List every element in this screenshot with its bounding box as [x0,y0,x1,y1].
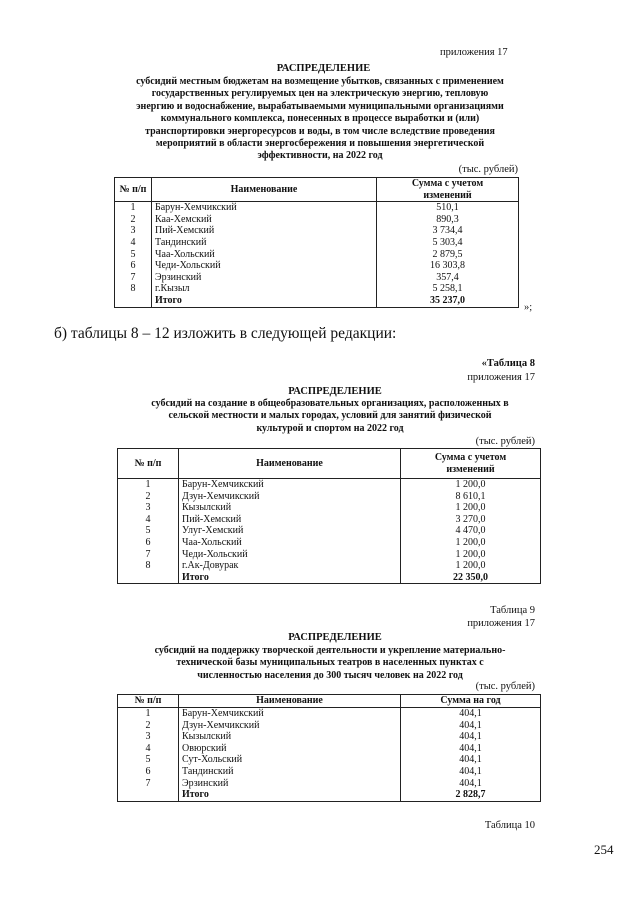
row-num: 5 [118,525,179,537]
total-row [118,789,541,801]
heading-2: РАСПРЕДЕЛЕНИЕ [288,386,382,397]
row-name: Барун-Хемчикский [179,708,401,720]
subtitle-line: технической базы муниципальных театров в населенных пунктах с [176,657,484,669]
subtitle-line: культурой и спортом на 2022 год [256,422,404,434]
appendix-label-3: приложения 17 [467,618,535,629]
subtitle-line: численностью населения до 300 тысяч человек на 2022 год [197,669,463,681]
row-value: 357,4 [377,272,519,284]
row-value: 1 200,0 [401,479,541,491]
row-num: 1 [115,202,152,214]
table-row [118,491,541,503]
row-num: 4 [115,237,152,249]
unit-label-1: (тыс. рублей) [458,164,518,175]
table-row [115,202,519,214]
row-name: г.Ак-Довурак [179,560,401,572]
row-num: 4 [118,514,179,526]
total-row [118,572,541,584]
subtitle-line: субсидий на создание в общеобразовательных организациях, расположенных в [151,398,509,409]
table-row [115,260,519,272]
total-value: 2 828,7 [401,789,541,801]
row-value: 5 303,4 [377,237,519,249]
row-name: Эрзинский [179,778,401,790]
row-num: 8 [115,283,152,295]
row-value: 1 200,0 [401,537,541,549]
table-label-8: «Таблица 8 [481,358,535,369]
row-name: Эрзинский [152,272,377,284]
table-row [118,766,541,778]
row-name: Тандинский [152,237,377,249]
row-num: 6 [118,766,179,778]
col-num-header: № п/п [115,178,152,202]
row-value: 1 200,0 [401,549,541,561]
row-value: 1 200,0 [401,560,541,572]
row-name: Барун-Хемчикский [152,202,377,214]
col-name-header: Наименование [179,695,401,708]
table-row [115,214,519,226]
row-name: Пий-Хемский [179,514,401,526]
col-name-header: Наименование [179,449,401,479]
subtitle-line: эффективности, на 2022 год [257,150,383,162]
total-label: Итого [179,572,401,584]
row-name: Чеди-Хольский [152,260,377,272]
subtitle-1 [90,76,550,163]
row-value: 404,1 [401,754,541,766]
row-name: Тандинский [179,766,401,778]
subtitle-3 [105,645,555,682]
row-num: 1 [118,708,179,720]
row-value: 404,1 [401,720,541,732]
row-num: 5 [118,754,179,766]
unit-label-2: (тыс. рублей) [475,436,535,447]
table-row [118,720,541,732]
col-sum-header-line: Сумма с учетом [434,451,507,463]
subtitle-line: субсидий на поддержку творческой деятельности и укрепление материально- [154,645,506,656]
row-value: 404,1 [401,766,541,778]
row-value: 404,1 [401,743,541,755]
row-num: 3 [118,502,179,514]
total-num [118,789,179,801]
row-name: г.Кызыл [152,283,377,295]
row-value: 4 470,0 [401,525,541,537]
col-sum-header [401,449,541,479]
row-value: 404,1 [401,731,541,743]
row-name: Чеди-Хольский [179,549,401,561]
subtitle-line: субсидий местным бюджетам на возмещение убытков, связанных с применением [136,76,504,87]
table-row [118,754,541,766]
subtitle-line: энергию и водоснабжение, вырабатываемыми муниципальными организациями [136,100,504,112]
row-value: 404,1 [401,778,541,790]
row-value: 510,1 [377,202,519,214]
subtitle-2 [110,398,550,435]
table-row [118,549,541,561]
table-8 [117,448,541,584]
row-num: 3 [115,225,152,237]
row-num: 1 [118,479,179,491]
subtitle-line: мероприятий в области энергосбережения и повышения энергетической [155,138,485,150]
row-value: 1 200,0 [401,502,541,514]
table-row [118,778,541,790]
total-label: Итого [152,295,377,307]
col-num-header: № п/п [118,695,179,708]
col-num-header: № п/п [118,449,179,479]
heading-1: РАСПРЕДЕЛЕНИЕ [276,63,371,74]
col-sum-header-line: изменений [446,463,495,475]
table-row [118,560,541,572]
col-sum-header [377,178,519,202]
row-num: 7 [118,549,179,561]
table-row [118,743,541,755]
subtitle-line: транспортировки энергоресурсов и воды, в том числе вследствие проведения [145,125,495,137]
row-num: 2 [118,491,179,503]
row-value: 3 270,0 [401,514,541,526]
row-num: 2 [115,214,152,226]
row-num: 7 [118,778,179,790]
row-value: 3 734,4 [377,225,519,237]
total-label: Итого [179,789,401,801]
table-1 [114,177,519,308]
row-name: Пий-Хемский [152,225,377,237]
table-row [118,525,541,537]
row-value: 5 258,1 [377,283,519,295]
row-num: 2 [118,720,179,732]
table-row [118,537,541,549]
col-name-header: Наименование [152,178,377,202]
table-row [118,731,541,743]
row-name: Чаа-Хольский [152,249,377,261]
subtitle-line: коммунального комплекса, понесенных в процессе выработки и (или) [160,113,480,125]
total-num [115,295,152,307]
total-num [118,572,179,584]
row-value: 890,3 [377,214,519,226]
total-row [115,295,519,307]
row-name: Барун-Хемчикский [179,479,401,491]
row-name: Кызылский [179,502,401,514]
heading-3: РАСПРЕДЕЛЕНИЕ [288,632,382,643]
amendment-paragraph: б) таблицы 8 – 12 изложить в следующей редакции: [54,325,397,342]
table-label-10: Таблица 10 [484,820,535,831]
row-value: 8 610,1 [401,491,541,503]
row-name: Сут-Хольский [179,754,401,766]
table-row [115,237,519,249]
unit-label-3: (тыс. рублей) [475,681,535,692]
subtitle-line: государственных регулируемых цен на электрическую энергию, тепловую [151,88,489,100]
row-num: 3 [118,731,179,743]
total-value: 35 237,0 [377,295,519,307]
col-sum-header: Сумма на год [401,695,541,708]
row-num: 7 [115,272,152,284]
appendix-label-1: приложения 17 [440,47,508,58]
row-value: 404,1 [401,708,541,720]
table-row [118,479,541,491]
row-name: Дзун-Хемчикский [179,491,401,503]
table-row [118,708,541,720]
table-row [115,225,519,237]
col-sum-header-line: Сумма с учетом [411,178,484,189]
col-sum-header-line: изменений [423,189,472,201]
table-label-9: Таблица 9 [490,605,535,616]
row-num: 5 [115,249,152,261]
row-name: Кызылский [179,731,401,743]
row-name: Овюрский [179,743,401,755]
table-row [115,283,519,295]
closing-quote: »; [524,302,533,313]
row-name: Чаа-Хольский [179,537,401,549]
table-row [115,249,519,261]
row-num: 6 [118,537,179,549]
row-value: 16 303,8 [377,260,519,272]
table-9 [117,694,541,802]
row-num: 8 [118,560,179,572]
row-num: 6 [115,260,152,272]
row-value: 2 879,5 [377,249,519,261]
total-value: 22 350,0 [401,572,541,584]
row-name: Улуг-Хемский [179,525,401,537]
table-row [118,502,541,514]
appendix-label-2: приложения 17 [467,372,535,383]
row-name: Каа-Хемский [152,214,377,226]
row-name: Дзун-Хемчикский [179,720,401,732]
table-row [115,272,519,284]
subtitle-line: сельской местности и малых городах, условий для занятий физической [168,410,492,422]
table-row [118,514,541,526]
row-num: 4 [118,743,179,755]
page-number: 254 [594,842,614,857]
